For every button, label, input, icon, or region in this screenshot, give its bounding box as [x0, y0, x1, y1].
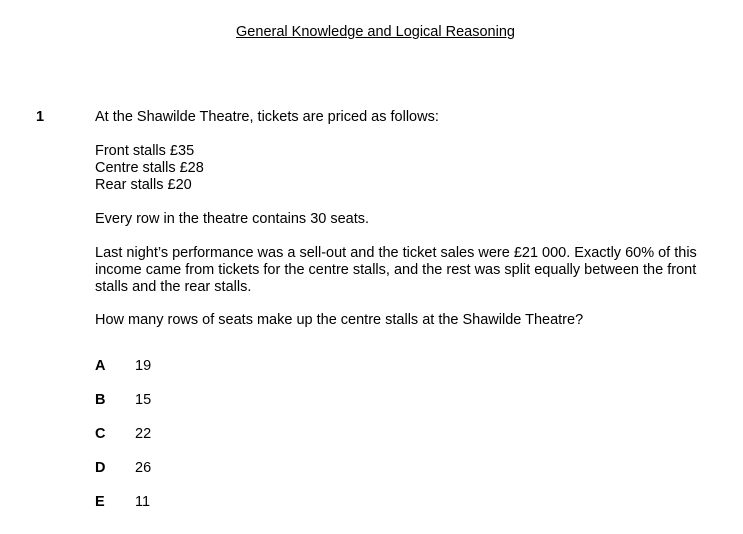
answer-option-d[interactable] — [95, 460, 151, 494]
page-title: General Knowledge and Logical Reasoning — [236, 24, 515, 40]
option-value: 19 — [135, 358, 152, 374]
question-prompt: How many rows of seats make up the centre stalls at the Shawilde Theatre? — [95, 312, 584, 328]
answer-option-b[interactable] — [95, 392, 151, 426]
price-list — [95, 143, 715, 194]
option-value: 11 — [135, 494, 151, 510]
answer-option-e[interactable] — [95, 494, 151, 528]
option-value: 26 — [135, 460, 152, 476]
option-value: 15 — [135, 392, 152, 408]
question-intro: At the Shawilde Theatre, tickets are priced as follows: — [95, 109, 439, 125]
answer-options — [95, 358, 151, 528]
option-letter: D — [95, 460, 106, 476]
rows-statement: Every row in the theatre contains 30 seats. — [95, 211, 370, 227]
option-value: 22 — [135, 426, 152, 442]
price-front-stalls: Front stalls £35 — [95, 143, 195, 159]
answer-option-c[interactable] — [95, 426, 151, 460]
option-letter: A — [95, 358, 106, 374]
option-letter: B — [95, 392, 106, 408]
price-rear-stalls: Rear stalls £20 — [95, 177, 192, 193]
question-number: 1 — [36, 109, 45, 125]
price-centre-stalls: Centre stalls £28 — [95, 160, 204, 176]
sales-statement: Last night’s performance was a sell-out and the ticket sales were £21 000. Exactly 60% of this income came from tickets for the centre stalls, and the rest was split equally between the front stalls and the rear stalls. — [95, 245, 697, 295]
question-body — [95, 109, 715, 329]
option-letter: C — [95, 426, 106, 442]
answer-option-a[interactable] — [95, 358, 151, 392]
option-letter: E — [95, 494, 105, 510]
